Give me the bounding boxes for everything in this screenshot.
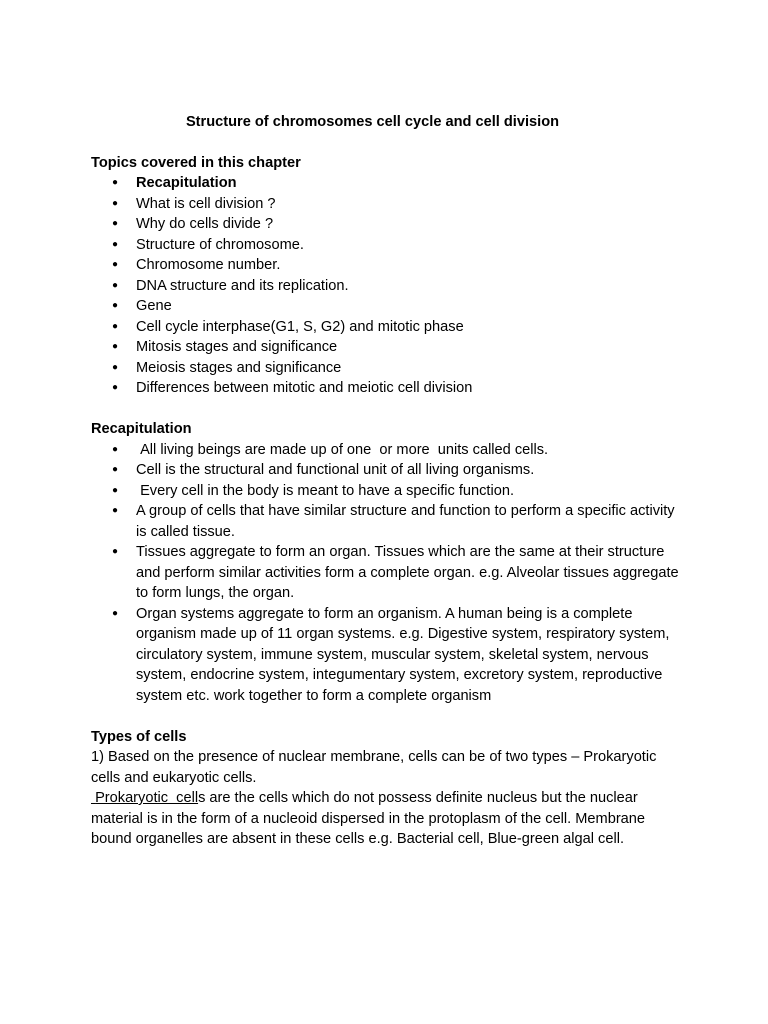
recapitulation-list	[91, 440, 688, 707]
topics-list	[91, 173, 688, 399]
document-title: Structure of chromosomes cell cycle and cell division	[185, 114, 560, 130]
recap-item: ● Tissues aggregate to form an organ. Tissues which are the same at their structure and perform similar activities form a complete organ. e.g. Alveolar tissues aggregate to form lungs, the organ.	[91, 542, 688, 604]
prokaryotic-definition: s are the cells which do not possess definite nucleus but the nuclear material is in the form of a nucleoid dispersed in the protoplasm of the cell. Membrane bound organelles are absent in these cells e.g. Bacterial cell, Blue-green algal cell.	[91, 790, 646, 847]
topic-item: ● Mitosis stages and significance	[91, 337, 688, 358]
topic-item: ● Gene	[91, 296, 688, 317]
topic-item: ● Why do cells divide ?	[91, 214, 688, 235]
spacer	[91, 706, 688, 727]
topic-item: ● What is cell division ?	[91, 194, 688, 215]
topic-item: ● Cell cycle interphase(G1, S, G2) and mitotic phase	[91, 317, 688, 338]
topic-item: ● Chromosome number.	[91, 255, 688, 276]
topic-item: ● Differences between mitotic and meiotic cell division	[91, 378, 688, 399]
types-of-cells-heading: Types of cells	[91, 728, 187, 745]
types-paragraph-1: 1) Based on the presence of nuclear membrane, cells can be of two types – Prokaryotic cells and eukaryotic cells.	[91, 749, 657, 786]
topic-item: ● Structure of chromosome.	[91, 235, 688, 256]
topics-heading: Topics covered in this chapter	[91, 154, 301, 171]
recapitulation-heading: Recapitulation	[91, 421, 192, 437]
recap-item: ● A group of cells that have similar structure and function to perform a specific activity is called tissue.	[91, 501, 688, 542]
topic-item: ● DNA structure and its replication.	[91, 276, 688, 297]
recap-item: ● All living beings are made up of one or more units called cells.	[91, 440, 688, 461]
topic-item: ● Meiosis stages and significance	[91, 358, 688, 379]
recap-item: ● Every cell in the body is meant to have a specific function.	[91, 481, 688, 502]
topic-item: ● Recapitulation	[91, 173, 688, 194]
spacer	[91, 399, 688, 420]
recap-item: ● Organ systems aggregate to form an organism. A human being is a complete organism made up of 11 organ systems. e.g. Digestive system, respiratory system, circulatory system, immune system, muscular system, skeletal system, nervous system, endocrine system, integumentary system, excretory system, reproductive system etc. work together to form a complete organism	[91, 604, 688, 707]
types-paragraph-2	[91, 788, 688, 850]
recap-item: ● Cell is the structural and functional unit of all living organisms.	[91, 460, 688, 481]
prokaryotic-term: Prokaryotic cell	[91, 790, 199, 806]
